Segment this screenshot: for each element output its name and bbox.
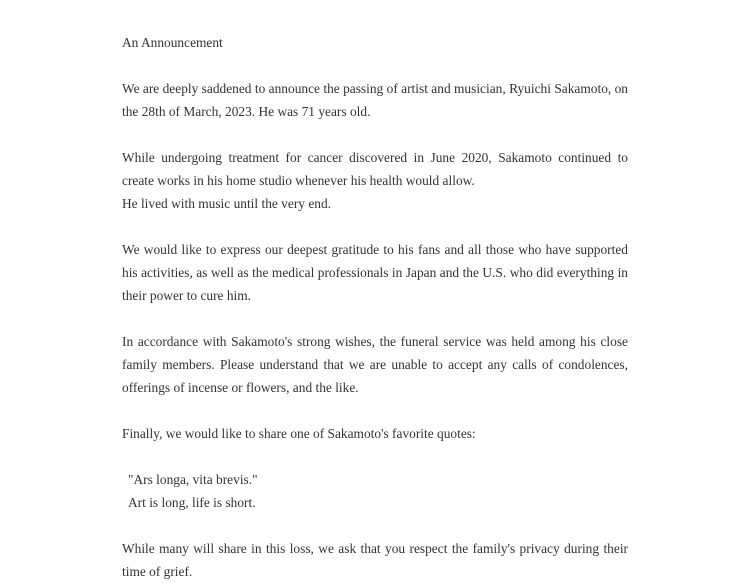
paragraph-gratitude: We would like to express our deepest gratitude to his fans and all those who have supported his activities, as well as the medical professionals in Japan and the U.S. who did everything in their power to cure him. [122,242,628,303]
paragraph-quote-intro: Finally, we would like to share one of Sakamoto's favorite quotes: [122,426,476,441]
quote-latin: "Ars longa, vita brevis." [128,472,258,487]
paragraph-funeral: In accordance with Sakamoto's strong wishes, the funeral service was held among his close family members. Please understand that we are unable to accept any calls of condolences, offerings of incense or flowers, and the like. [122,334,628,395]
paragraph-treatment: While undergoing treatment for cancer discovered in June 2020, Sakamoto continued to create works in his home studio whenever his health would allow. [122,150,628,188]
favorite-quote [122,468,628,514]
paragraph-lived-with-music: He lived with music until the very end. [122,196,331,211]
quote-english: Art is long, life is short. [128,495,256,510]
paragraph-closing: While many will share in this loss, we ask that you respect the family's privacy during their time of grief. [122,541,628,579]
announcement-title: An Announcement [122,35,223,50]
paragraph-passing: We are deeply saddened to announce the passing of artist and musician, Ryuichi Sakamoto, on the 28th of March, 2023. He was 71 years old. [122,81,628,119]
announcement-document [122,31,628,583]
